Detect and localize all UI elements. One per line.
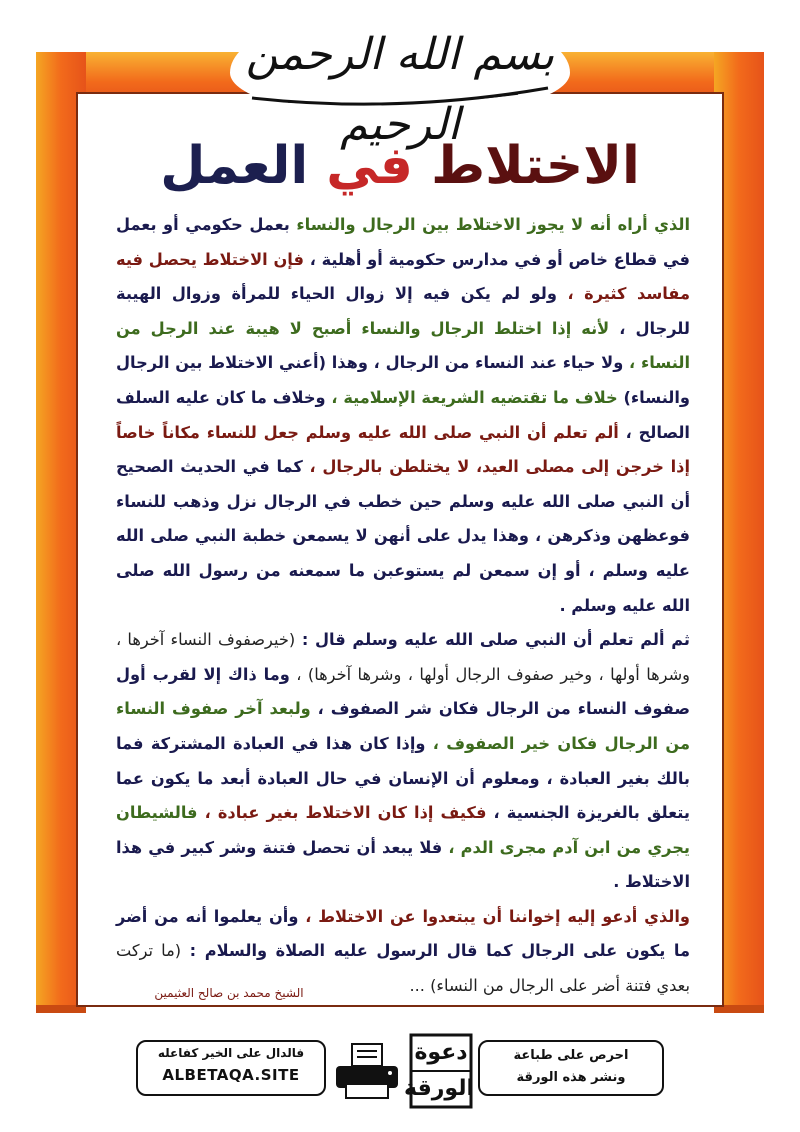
title-word-amal: العمل <box>160 136 309 196</box>
text-run: فلا يبعد أن تحصل فتنة وشر كبير في هذا الاختلاط . <box>116 837 690 892</box>
text-run: وما ذاك إلا لقرب أول صفوف النساء من الرجال فكان شر الصفوف ، <box>116 664 691 719</box>
page-title <box>90 130 710 202</box>
hadith-quote: (خيرصفوف النساء آخرها ، وشرها أولها ، وخير صفوف الرجال أولها ، وشرها آخرها) ، <box>116 630 690 684</box>
text-run: ولبعد آخر صفوف النساء من الرجال فكان خير الصفوف ، <box>116 699 690 753</box>
text-run: الذي أراه أنه لا يجوز الاختلاط بين الرجال والنساء <box>289 215 690 234</box>
text-run: فالشيطان يجري من ابن آدم مجرى الدم ، <box>116 803 690 857</box>
basmala-swoosh-icon <box>248 80 552 110</box>
footer-saying: فالدال على الخير كفاعله <box>157 1046 305 1060</box>
print-notice-line-2: ونشر هذه الورقة <box>516 1070 626 1085</box>
print-notice-line-1: احرص على طباعة <box>513 1048 629 1063</box>
logo-word-dawa: دعوة <box>414 1040 468 1065</box>
author-name: الشيخ محمد بن صالح العثيمين <box>154 986 304 1000</box>
logo-word-alwaraqa: الورقة <box>403 1076 474 1101</box>
text-run: وخلاف ما كان عليه السلف الصالح ، <box>116 387 690 442</box>
paragraph-2 <box>116 623 690 900</box>
text-run: ولو لم يكن فيه إلا زوال الحياء للمرأة وزوال الهيبة للرجال ، <box>116 284 690 338</box>
text-run: وإذا كان هذا في العبادة المشتركة فما بالك بغير العبادة ، <box>116 733 690 788</box>
text-run: وأن يعلموا أنه من أضر ما يكون على الرجال <box>116 906 690 961</box>
text-run: والذي أدعو إليه إخواننا أن يبتعدوا عن الاختلاط ، <box>298 906 690 926</box>
text-run: وهذا يدل على أنهن لا يسمعن خطبة النبي صلى الله عليه وسلم ، أو إن سمعن لم يستوعبن ما سمعنه من رسول الله صلى الله عليه وسلم . <box>116 526 690 615</box>
text-run: ثم ألم تعلم أن النبي صلى الله عليه وسلم قال : <box>295 630 690 650</box>
text-run: ولا حياء عند النساء من الرجال ، وهذا (أعني الاختلاط بين الرجال والنساء) <box>116 353 690 407</box>
text-run: بعمل حكومي أو بعمل في قطاع خاص أو في مدارس حكومية أو أهلية ، <box>116 215 690 269</box>
website-box <box>136 1040 326 1096</box>
printer-icon <box>332 1040 402 1102</box>
hadith-quote: (ما تركت بعدي فتنة أضر على الرجال من النساء) ... <box>116 941 690 996</box>
print-notice-box <box>478 1040 664 1096</box>
text-run: ألم تعلم أن النبي صلى الله عليه وسلم جعل للنساء مكاناً خاصاً إذا خرجن إلى مصلى العيد، لا يختلطن بالرجال ، <box>116 422 690 477</box>
dawa-alwaraqa-logo <box>403 1032 474 1110</box>
text-run: كما في الحديث الصحيح أن النبي صلى الله عليه وسلم حين خطب في الرجال نزل وذهب للنساء فوعظهن وذكرهن ، <box>116 457 690 546</box>
title-word-fi: في <box>326 136 413 196</box>
basmala-calligraphy: بسم الله الرحمن الرحيم <box>245 29 555 150</box>
text-run: فكيف إذا كان الاختلاط بغير عبادة ، <box>197 803 487 823</box>
footer <box>136 1040 664 1112</box>
article-body <box>116 208 690 1004</box>
text-run: خلاف ما تقتضيه الشريعة الإسلامية ، <box>325 387 618 407</box>
text-run: ومعلوم أن الإنسان في حال العبادة أبعد ما يكون عما يتعلق بالغريزة الجنسية ، <box>116 768 690 823</box>
title-word-ikhtilat: الاختلاط <box>431 136 640 196</box>
text-run: لأنه إذا اختلط الرجال والنساء أصبح لا هيبة عند الرجل من النساء ، <box>116 318 691 373</box>
text-run: فإن الاختلاط يحصل فيه مفاسد كثيرة ، <box>116 249 690 304</box>
text-run: كما قال الرسول عليه الصلاة والسلام : <box>181 941 513 961</box>
website-url[interactable]: ALBETAQA.SITE <box>162 1066 300 1084</box>
paragraph-1 <box>116 208 690 623</box>
